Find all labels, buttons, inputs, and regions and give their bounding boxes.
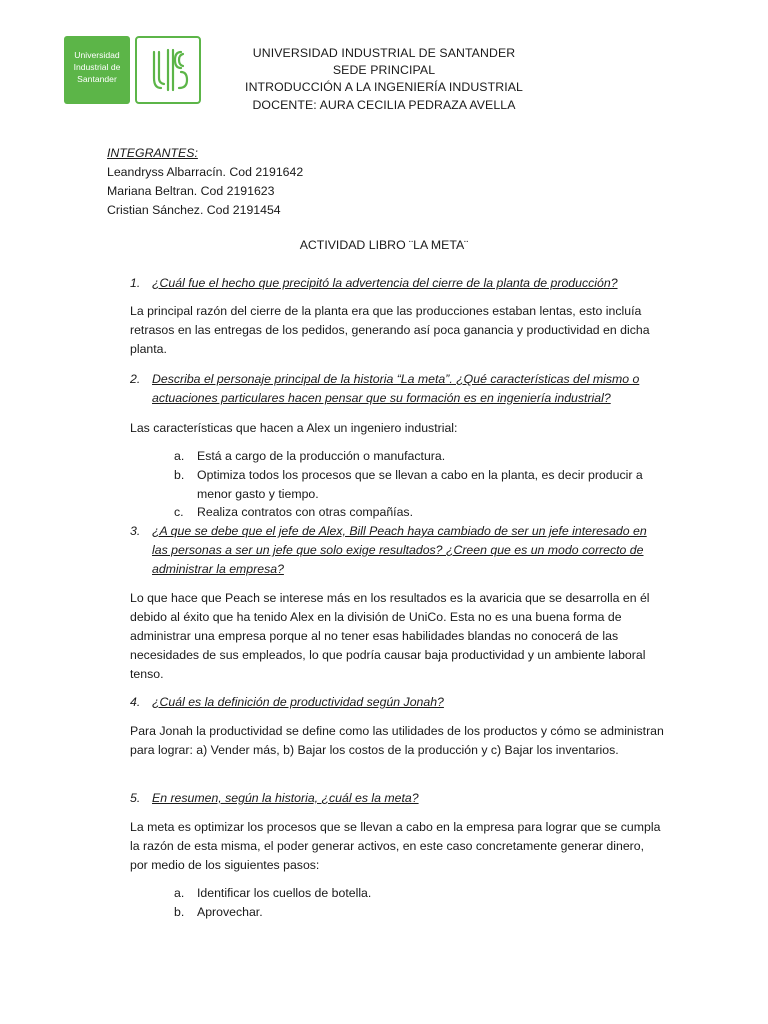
answer-4: Para Jonah la productividad se define como las utilidades de los productos y cómo se administran para lograr: a) Vender más, b) Bajar los costos de la producción y c) Bajar los inventarios. <box>130 724 664 757</box>
team-section <box>107 144 303 220</box>
list-letter: a. <box>174 449 185 463</box>
question-text: ¿Cuál fue el hecho que precipitó la advertencia del cierre de la planta de producción? <box>152 276 618 290</box>
list-letter: a. <box>174 886 185 900</box>
question-text: ¿Cuál es la definición de productividad según Jonah? <box>152 695 444 709</box>
list-item <box>174 503 652 522</box>
list-text: Optimiza todos los procesos que se llevan a cabo en la planta, es decir producir a menor gasto y tiempo. <box>197 468 643 501</box>
question-number: 2. <box>130 372 141 386</box>
list-text: Aprovechar. <box>197 905 263 919</box>
header-line: SEDE PRINCIPAL <box>332 63 436 78</box>
header-line: INTRODUCCIÓN A LA INGENIERÍA INDUSTRIAL <box>245 80 523 95</box>
list-item <box>174 466 652 504</box>
document-title: ACTIVIDAD LIBRO ¨LA META¨ <box>299 238 469 252</box>
question-text: Describa el personaje principal de la historia “La meta”. ¿Qué características del mismo o actuaciones particulares hacen pensar que su formación es en ingeniería industrial? <box>152 372 640 405</box>
answer-1: La principal razón del cierre de la planta era que las producciones estaban lentas, esto incluía retrasos en las entregas de los pedidos, generando así poca ganancia y productividad en dicha planta. <box>130 304 650 356</box>
list-letter: b. <box>174 468 185 482</box>
list-text: Está a cargo de la producción o manufactura. <box>197 449 446 463</box>
logo-text-line: Universidad <box>74 50 120 60</box>
question-text: En resumen, según la historia, ¿cuál es la meta? <box>152 791 419 805</box>
list-text: Identificar los cuellos de botella. <box>197 886 372 900</box>
team-member: Leandryss Albarracín. Cod 2191642 <box>107 165 304 179</box>
list-item <box>174 884 652 903</box>
document-header <box>0 45 768 114</box>
team-member: Mariana Beltran. Cod 2191623 <box>107 184 275 198</box>
question-4 <box>130 693 657 712</box>
question-number: 1. <box>130 276 141 290</box>
list-letter: b. <box>174 905 185 919</box>
header-line: DOCENTE: AURA CECILIA PEDRAZA AVELLA <box>252 97 516 112</box>
team-label: INTEGRANTES: <box>107 146 198 160</box>
header-line: UNIVERSIDAD INDUSTRIAL DE SANTANDER <box>252 46 516 60</box>
logo-text-line: Industrial de <box>73 62 121 72</box>
question-number: 3. <box>130 524 141 538</box>
list-letter: c. <box>174 505 184 519</box>
list-text: Realiza contratos con otras compañías. <box>197 505 413 519</box>
team-member: Cristian Sánchez. Cod 2191454 <box>107 203 281 217</box>
answer-3: Lo que hace que Peach se interese más en los resultados es la avaricia que se desarrolla en él debido al éxito que ha tenido Alex en la división de UniCo. Esta no es una buena forma de administrar una empresa porque al no tener esas habilidades blandas no conocerá de las necesidades de sus empleados, lo que podría causar baja productividad y un ambiente laboral tenso. <box>130 591 650 681</box>
question-2 <box>130 370 657 408</box>
list-item <box>174 903 652 922</box>
question-3 <box>130 522 657 579</box>
list-item <box>174 447 652 466</box>
question-number: 5. <box>130 791 141 805</box>
question-1 <box>130 274 657 293</box>
answer-2-intro: Las características que hacen a Alex un ingeniero industrial: <box>130 421 458 435</box>
question-5 <box>130 789 657 808</box>
answer-5: La meta es optimizar los procesos que se llevan a cabo en la empresa para lograr que se cumpla la razón de esta misma, el poder generar activos, en este caso concretamente generar dinero, por medio de los siguientes pasos: <box>130 820 661 872</box>
logo-text-line: Santander <box>77 74 117 84</box>
question-text: ¿A que se debe que el jefe de Alex, Bill Peach haya cambiado de ser un jefe interesado en las personas a ser un jefe que solo exige resultados? ¿Creen que es un modo correcto de administrar la empresa? <box>152 524 647 576</box>
question-number: 4. <box>130 695 141 709</box>
